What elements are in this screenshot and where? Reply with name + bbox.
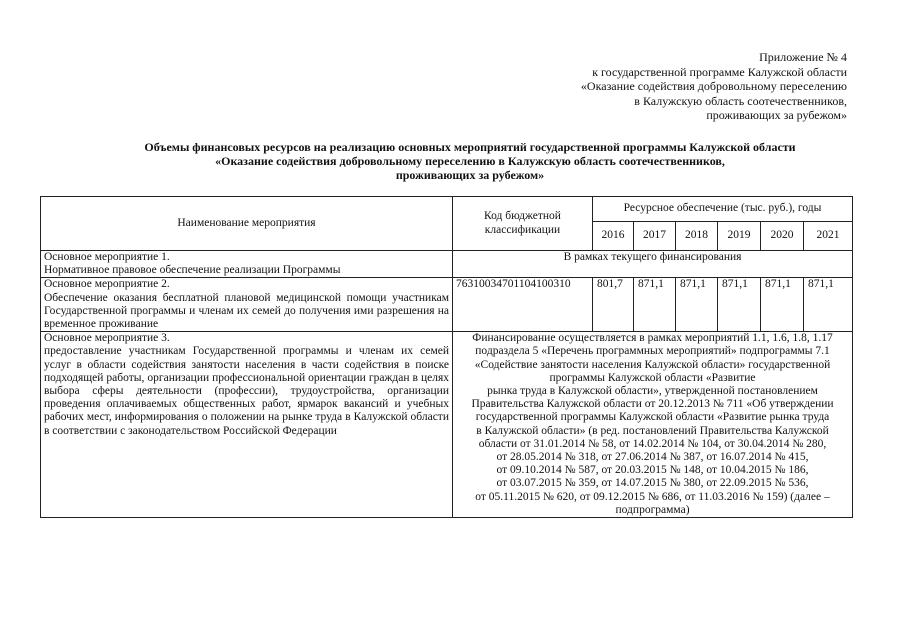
row-value: 871,1	[718, 278, 761, 332]
row-description: Нормативное правовое обеспечение реализации Программы	[44, 264, 341, 277]
appendix-line: «Оказание содействия добровольному переселению	[580, 79, 847, 93]
funding-line: от 09.10.2014 № 587, от 20.03.2015 № 148, от 10.04.2015 № 186,	[496, 464, 809, 477]
appendix-line: Приложение № 4	[759, 50, 847, 64]
row-value: 871,1	[761, 278, 804, 332]
title-line: Объемы финансовых ресурсов на реализацию основных мероприятий государственной программы Калужской области	[144, 140, 796, 154]
row-funding: В рамках текущего финансирования	[453, 251, 853, 278]
row-value: 871,1	[676, 278, 718, 332]
finance-table	[40, 196, 853, 518]
funding-line: Финансирование осуществляется в рамках мероприятий 1.1, 1.6, 1.8, 1.17	[472, 332, 833, 345]
funding-line: области от 31.01.2014 № 58, от 14.02.2014 № 104, от 30.04.2014 № 280,	[478, 437, 827, 450]
row-description: Обеспечение оказания бесплатной плановой медицинской помощи участникам Государственной программы и членам их семей до получения ими разрешения на временное проживание	[44, 291, 449, 331]
header-year: 2016	[593, 222, 634, 251]
funding-line: рынка труда в Калужской области», утвержденной постановлением	[487, 385, 818, 398]
appendix-line: в Калужскую область соотечественников,	[634, 93, 847, 108]
row-value: 871,1	[634, 278, 676, 332]
header-year: 2018	[676, 222, 718, 251]
header-code: Код бюджетной классификации	[453, 197, 593, 251]
title-line: проживающих за рубежом»	[395, 168, 545, 182]
row-name-cell	[41, 251, 453, 278]
header-year: 2017	[634, 222, 676, 251]
title-line: «Оказание содействия добровольному переселению в Калужскую область соотечественников,	[215, 154, 725, 168]
row-title: Основное мероприятие 3.	[44, 332, 170, 345]
row-funding	[453, 332, 853, 518]
funding-line: «Содействие занятости населения Калужской области» государственной	[474, 358, 831, 371]
funding-line: Правительства Калужской области от 20.12.2013 № 711 «Об утверждении	[471, 398, 834, 411]
header-year: 2020	[761, 222, 804, 251]
funding-line: в Калужской области» (в ред. постановлений Правительства Калужской	[476, 424, 829, 437]
funding-line: от 28.05.2014 № 318, от 27.06.2014 № 387, от 16.07.2014 № 415,	[496, 451, 809, 464]
funding-line: от 05.11.2015 № 620, от 09.12.2015 № 686, от 11.03.2016 № 159) (далее –	[475, 490, 830, 503]
row-title: Основное мероприятие 1.	[44, 251, 170, 263]
table-header-row	[41, 197, 853, 222]
header-resources: Ресурсное обеспечение (тыс. руб.), годы	[593, 197, 853, 222]
funding-line: подпрограмма)	[615, 503, 690, 516]
header-name: Наименование мероприятия	[41, 197, 453, 251]
appendix-block	[507, 50, 847, 123]
document-title	[40, 140, 900, 182]
funding-line: от 03.07.2015 № 359, от 14.07.2015 № 380, от 22.09.2015 № 536,	[496, 477, 809, 490]
table-row	[41, 278, 853, 332]
table-row	[41, 251, 853, 278]
funding-line: государственной программы Калужской области «Развитие рынка труда	[475, 411, 830, 424]
row-description: предоставление участникам Государственной программы и членам их семей услуг в области содействия занятости населения в части содействия в поиске подходящей работы, организации профессиональной ориентации граждан в целях выбора сферы деятельности (профессии), трудоустройства, организации проведения оплачиваемых общественных работ, ярмарок вакансий и учебных рабочих мест, информирования о положении на рынке труда в Калужской области в соответствии с законодательством Российской Федерации	[44, 345, 449, 437]
funding-line: программы Калужской области «Развитие	[549, 371, 756, 384]
row-title: Основное мероприятие 2.	[44, 278, 170, 291]
row-code: 76310034701104100310	[453, 278, 593, 332]
header-year: 2019	[718, 222, 761, 251]
row-value: 801,7	[593, 278, 634, 332]
header-year: 2021	[804, 222, 853, 251]
row-name-cell	[41, 332, 453, 518]
row-value: 871,1	[804, 278, 853, 332]
funding-line: подраздела 5 «Перечень программных мероприятий» подпрограммы 7.1	[475, 345, 830, 358]
appendix-line: проживающих за рубежом»	[706, 108, 847, 122]
appendix-line: к государственной программе Калужской области	[592, 64, 847, 79]
table-row	[41, 332, 853, 518]
row-name-cell	[41, 278, 453, 332]
